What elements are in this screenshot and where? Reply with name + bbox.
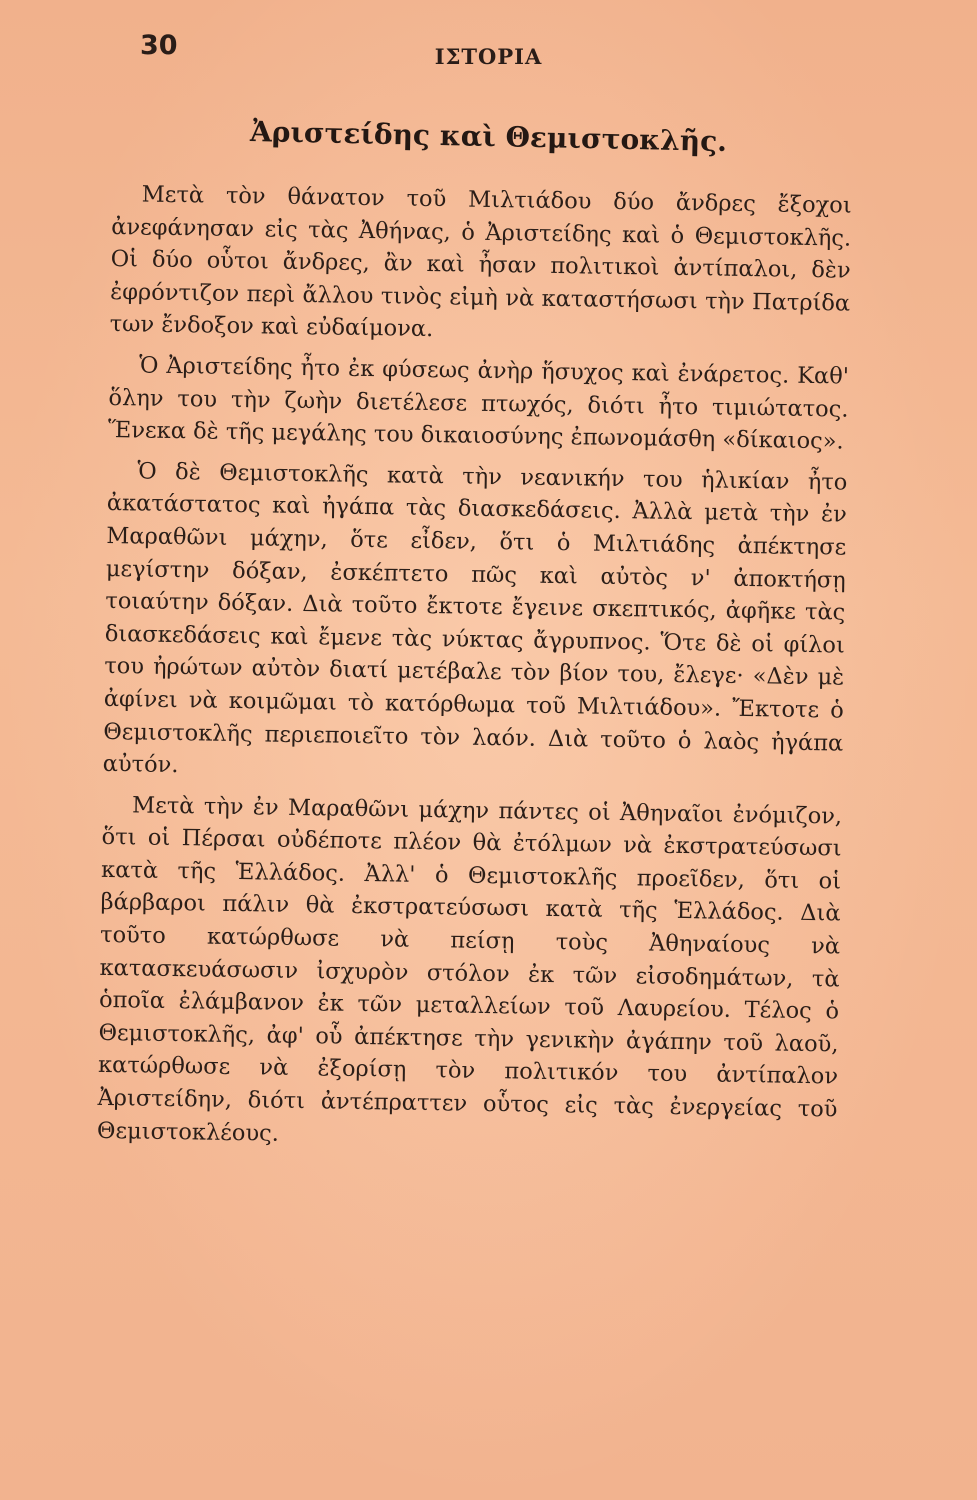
paragraph-3: Ὁ δὲ Θεμιστοκλῆς κατὰ τὴν νεανικήν του ἡλικίαν ἦτο ἀκατάστατος καὶ ἠγάπα τὰς διασκεδάσεις. Ἀλλὰ μετὰ τὴν ἐν Μαραθῶνι μάχην, ὅτε εἶδεν, ὅτι ὁ Μιλτιάδης ἀπέκτησε μεγίστην δόξαν, ἐσκέπτετο πῶς καὶ αὐτὸς ν' ἀποκτήσῃ τοιαύτην δόξαν. Διὰ τοῦτο ἔκτοτε ἔγεινε σκεπτικός, ἀφῆκε τὰς διασκεδάσεις καὶ ἔμενε τὰς νύκτας ἄγρυπνος. Ὅτε δὲ οἱ φίλοι του ἠρώτων αὐτὸν διατί μετέβαλε τὸν βίον του, ἔλεγε· «Δὲν μὲ ἀφίνει νὰ κοιμῶμαι τὸ κατόρθωμα τοῦ Μιλτιάδου». Ἔκτοτε ὁ Θεμιστοκλῆς περιεποιεῖτο τὸν λαόν. Διὰ τοῦτο ὁ λαὸς ἠγάπα αὐτόν. xyxy=(102,458,848,779)
section-title: Ἀριστείδης καὶ Θεμιστοκλῆς. xyxy=(249,115,728,158)
paragraph-4: Μετὰ τὴν ἐν Μαραθῶνι μάχην πάντες οἱ Ἀθηναῖοι ἐνόμιζον, ὅτι οἱ Πέρσαι οὐδέποτε πλέον θὰ ἐτόλμων νὰ ἐκστρατεύσωσι κατὰ τῆς Ἑλλάδος. Ἀλλ' ὁ Θεμιστοκλῆς προεῖδεν, ὅτι οἱ βάρβαροι πάλιν θὰ ἐκστρατεύσωσι κατὰ τῆς Ἑλλάδος. Διὰ τοῦτο κατώρθωσε νὰ πείσῃ τοὺς Ἀθηναίους νὰ κατασκευάσωσιν ἰσχυρὸν στόλον ἐκ τῶν εἰσοδημάτων, τὰ ὁποῖα ἐλάμβανον ἐκ τῶν μεταλλείων τοῦ Λαυρείου. Τέλος ὁ Θεμιστοκλῆς, ἀφ' οὗ ἀπέκτησε τὴν γενικὴν ἀγάπην τοῦ λαοῦ, κατώρθωσε νὰ ἐξορίσῃ τὸν πολιτικόν του ἀντίπαλον Ἀριστείδην, διότι ἀντέπραττεν οὗτος εἰς τὰς ἐνεργείας τοῦ Θεμιστοκλέους. xyxy=(96,792,843,1147)
running-head: ΙΣΤΟΡΙΑ xyxy=(434,44,543,69)
paragraph-1: Μετὰ τὸν θάνατον τοῦ Μιλτιάδου δύο ἄνδρες ἔξοχοι ἀνεφάνησαν εἰς τὰς Ἀθήνας, ὁ Ἀριστείδης καὶ ὁ Θεμιστοκλῆς. Οἱ δύο οὗτοι ἄνδρες, ἂν καὶ ἦσαν πολιτικοὶ ἀντίπαλοι, δὲν ἐφρόντιζον περὶ ἄλλου τινὸς εἰμὴ νὰ καταστήσωσι τὴν Πατρίδα των ἔνδοξον καὶ εὐδαίμονα. xyxy=(109,181,852,343)
body-text xyxy=(97,178,852,1167)
page-header xyxy=(0,22,977,82)
page-number: 30 xyxy=(140,30,178,61)
paragraph-2: Ὁ Ἀριστείδης ἦτο ἐκ φύσεως ἀνὴρ ἥσυχος καὶ ἐνάρετος. Καθ' ὅλην του τὴν ζωὴν διετέλεσε πτωχός, διότι ἦτο τιμιώτατος. Ἕνεκα δὲ τῆς μεγάλης του δικαιοσύνης ἐπωνομάσθη «δίκαιος». xyxy=(107,352,850,455)
